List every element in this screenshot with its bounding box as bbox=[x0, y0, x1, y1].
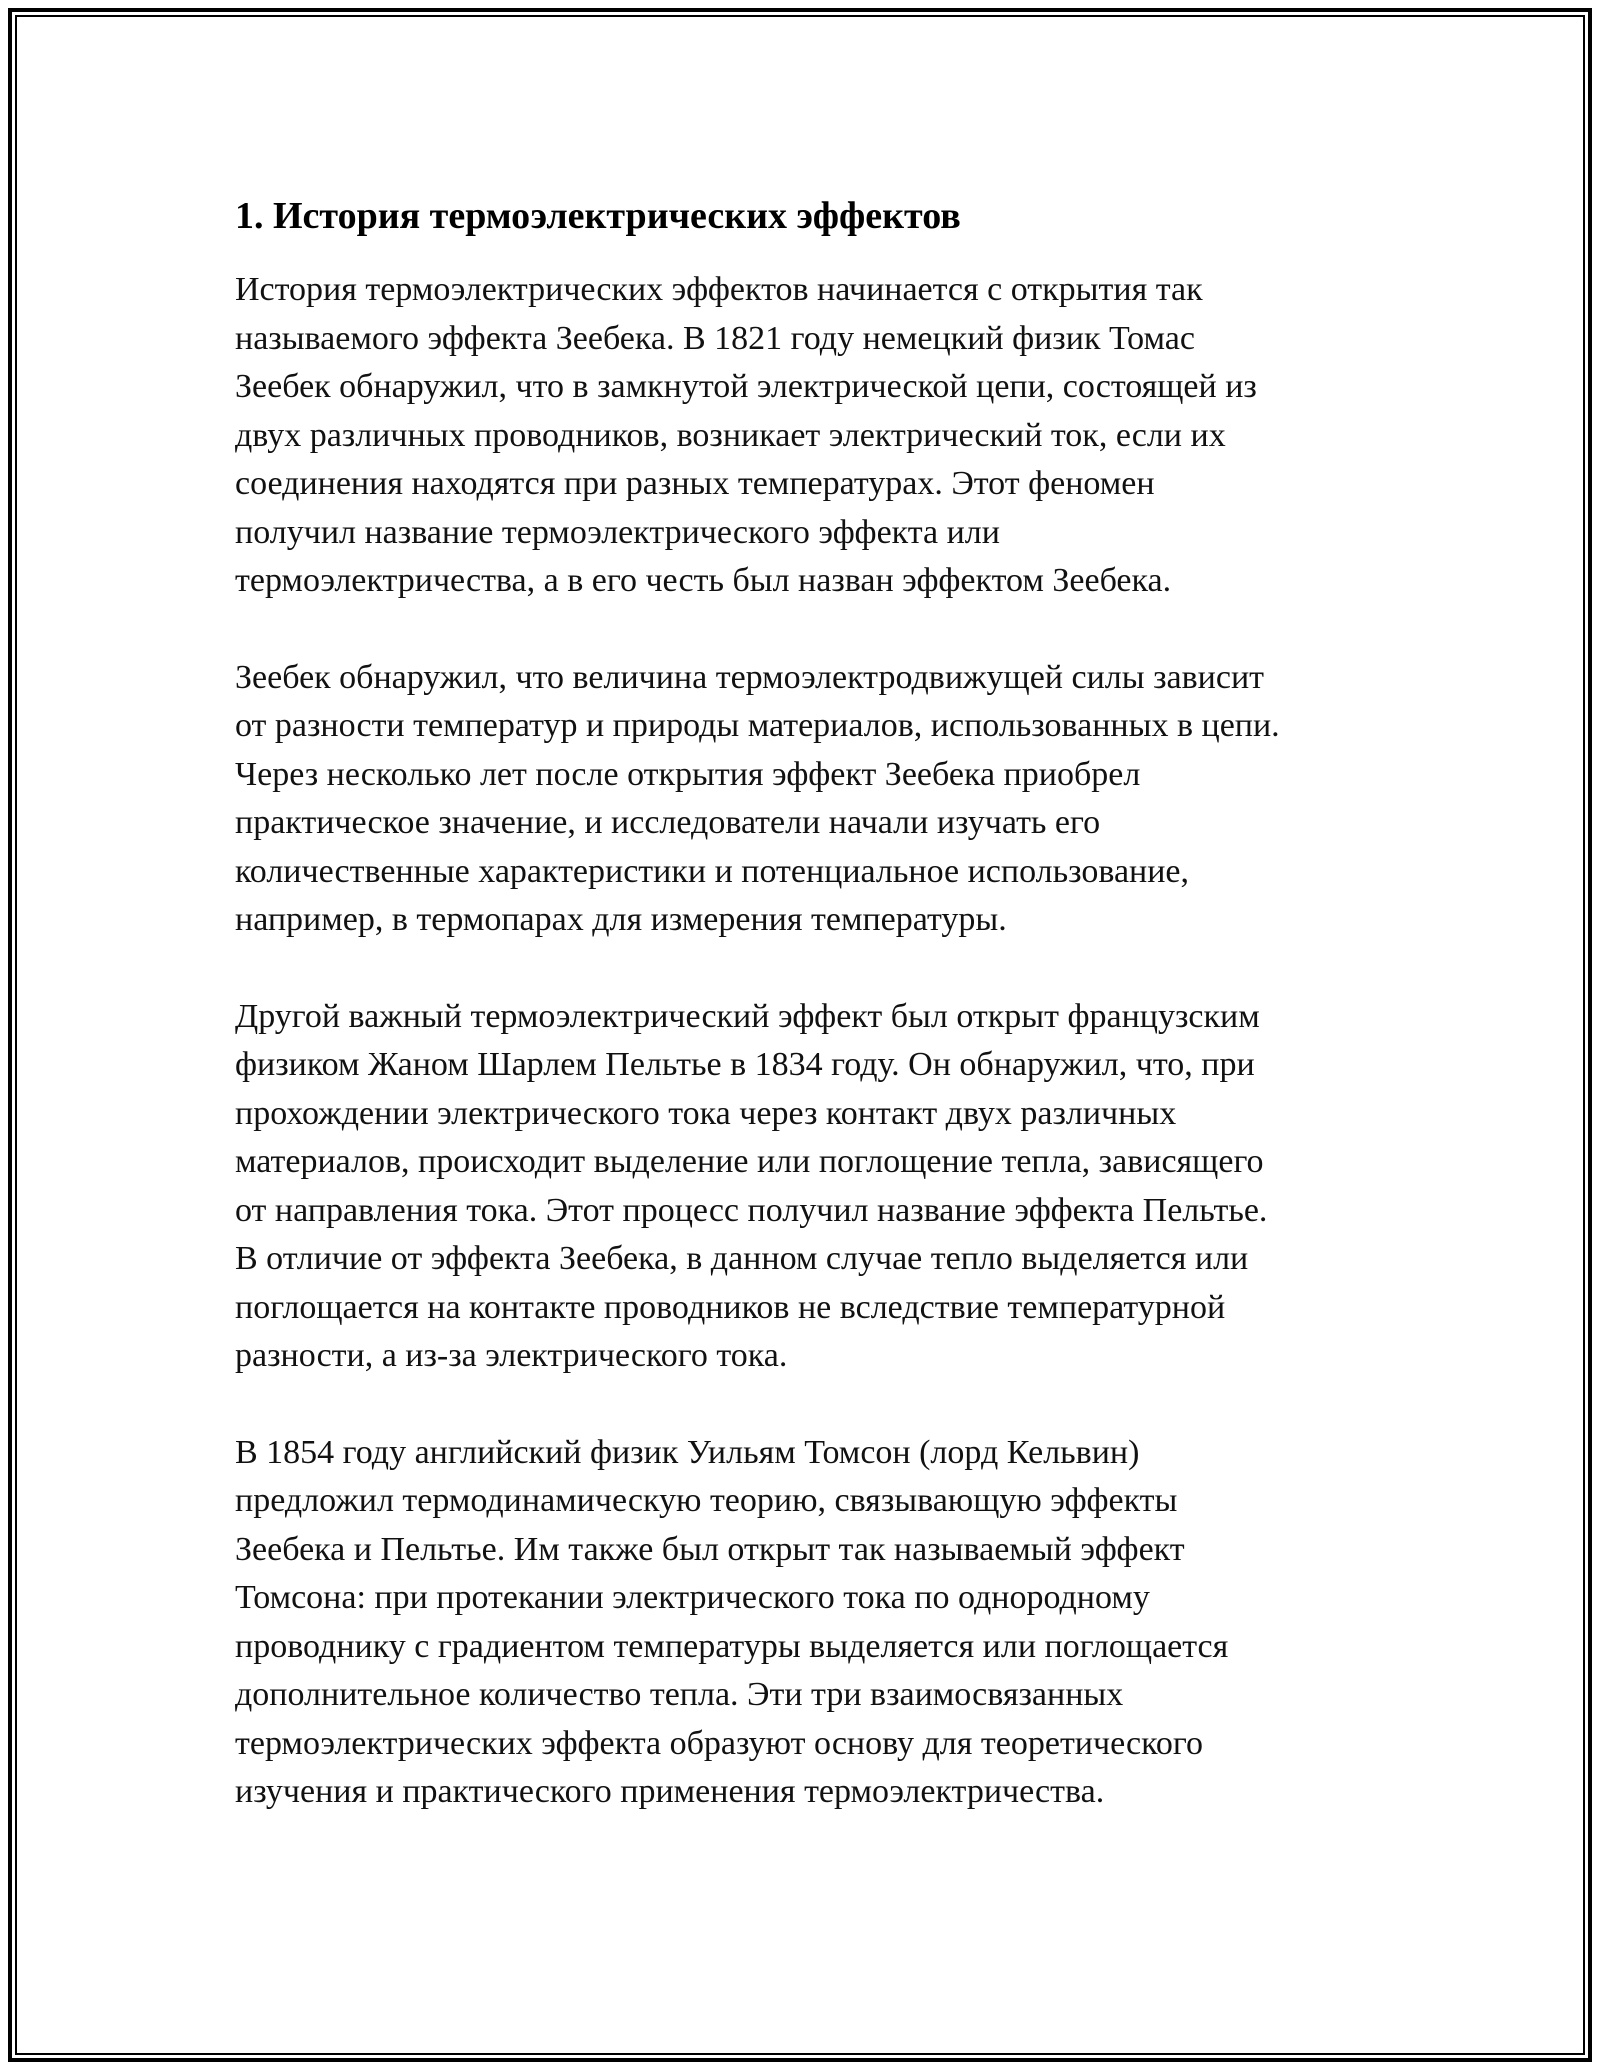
paragraph-thomson-effect: В 1854 году английский физик Уильям Томсон (лорд Кельвин) предложил термодинамическую теорию, связывающую эффекты Зеебека и Пельтье. Им также был открыт так называемый эффект Томсона: при протекании электрического тока по однородному проводнику с градиентом температуры выделяется или поглощается дополнительное количество тепла. Эти три взаимосвязанных термоэлектрических эффекта образуют основу для теоретического изучения и практического применения термоэлектричества. bbox=[235, 1433, 1229, 1810]
paragraph-peltier-effect: Другой важный термоэлектрический эффект был открыт французским физиком Жаном Шарлем Пельтье в 1834 году. Он обнаружил, что, при прохождении электрического тока через контакт двух различных материалов, происходит выделение или поглощение тепла, зависящего от направления тока. Этот процесс получил название эффекта Пельтье. В отличие от эффекта Зеебека, в данном случае тепло выделяется или поглощается на контакте проводников не вследствие температурной разности, а из-за электрического тока. bbox=[235, 997, 1268, 1374]
paragraph-seebeck-discovery: История термоэлектрических эффектов начинается с открытия так называемого эффекта Зеебека. В 1821 году немецкий физик Томас Зеебек обнаружил, что в замкнутой электрической цепи, состоящей из двух различных проводников, возникает электрический ток, если их соединения находятся при разных температурах. Этот феномен получил название термоэлектрического эффекта или термоэлектричества, а в его честь был назван эффектом Зеебека. bbox=[235, 271, 1257, 599]
section-heading: 1. История термоэлектрических эффектов bbox=[235, 195, 961, 237]
paragraph-seebeck-emf: Зеебек обнаружил, что величина термоэлектродвижущей силы зависит от разности температур и природы материалов, использованных в цепи. Через несколько лет после открытия эффект Зеебека приобрел практическое значение, и исследователи начали изучать его количественные характеристики и потенциальное использование, например, в термопарах для измерения температуры. bbox=[235, 658, 1280, 938]
document-body bbox=[235, 186, 1375, 1865]
